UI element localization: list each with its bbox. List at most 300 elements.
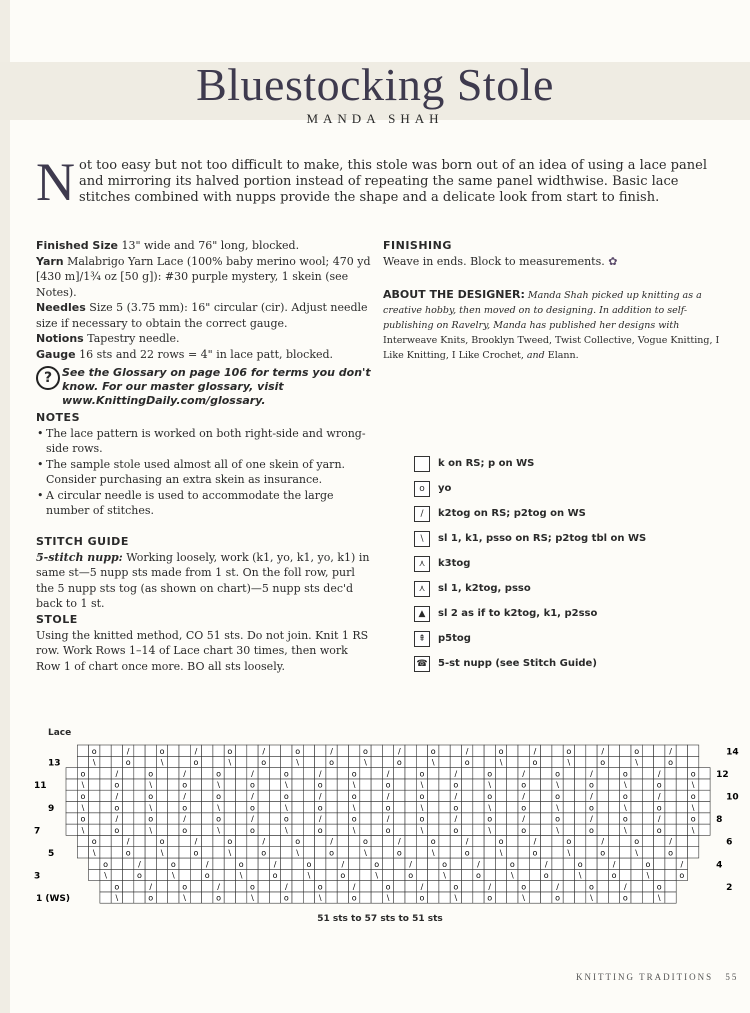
chart-cell — [529, 779, 540, 790]
chart-symbol: / — [420, 882, 424, 892]
chart-cell — [575, 847, 586, 858]
legend-label: sl 2 as if to k2tog, k1, p2sso — [438, 608, 598, 619]
chart-cell — [631, 881, 642, 892]
chart-cell — [303, 892, 314, 903]
chart-symbol: o — [103, 859, 109, 869]
chart-symbol: / — [544, 859, 548, 869]
chart-cell — [428, 813, 439, 824]
chart-cell — [416, 858, 427, 869]
chart-cell — [484, 869, 495, 880]
chart-cell — [213, 756, 224, 767]
chart-cell — [597, 768, 608, 779]
page-number: 55 — [725, 972, 739, 982]
chart-cell — [450, 858, 461, 869]
chart-symbol: \ — [352, 825, 356, 835]
chart-cell — [269, 892, 280, 903]
chart-symbol: o — [148, 769, 154, 779]
chart-symbol: \ — [217, 825, 220, 835]
k3tog-symbol-icon: ⋏ — [414, 556, 430, 572]
chart-cell — [168, 802, 179, 813]
chart-symbol: o — [532, 758, 538, 768]
chart-cell — [642, 847, 653, 858]
chart-cell — [100, 892, 111, 903]
chart-symbol: o — [656, 780, 662, 790]
chart-cell — [111, 835, 122, 846]
chart-symbol: o — [227, 746, 233, 756]
chart-cell — [168, 745, 179, 756]
chart-cell — [428, 802, 439, 813]
chart-cell — [529, 768, 540, 779]
chart-cell — [586, 847, 597, 858]
legend-label: sl 1, k1, psso on RS; p2tog tbl on WS — [438, 533, 647, 544]
chart-cell — [608, 813, 619, 824]
chart-symbol: o — [351, 792, 357, 801]
glossary-note — [36, 366, 371, 408]
chart-symbol: o — [645, 859, 651, 869]
chart-symbol: o — [442, 859, 448, 869]
chart-symbol: / — [680, 859, 684, 869]
chart-cell — [428, 892, 439, 903]
chart-cell — [66, 802, 77, 813]
chart-cell — [665, 881, 676, 892]
chart-cell — [382, 858, 393, 869]
lace-chart — [0, 740, 750, 912]
chart-cell — [315, 745, 326, 756]
chart-symbol: o — [385, 803, 391, 813]
legend-label: 5-st nupp (see Stitch Guide) — [438, 658, 597, 669]
chart-cell — [315, 756, 326, 767]
chart-cell — [326, 813, 337, 824]
chart-cell — [575, 824, 586, 835]
chart-cell — [292, 813, 303, 824]
chart-cell — [597, 824, 608, 835]
chart-symbol: \ — [239, 871, 243, 881]
chart-cell — [123, 802, 134, 813]
chart-symbol: o — [464, 758, 470, 768]
chart-cell — [156, 892, 167, 903]
chart-cell — [224, 892, 235, 903]
chart-symbol: \ — [149, 825, 153, 835]
chart-cell — [620, 858, 631, 869]
chart-symbol: o — [543, 871, 549, 881]
chart-symbol: o — [464, 848, 470, 858]
chart-symbol: o — [159, 746, 165, 756]
chart-cell — [665, 892, 676, 903]
chart-cell — [563, 790, 574, 801]
chart-cell — [529, 824, 540, 835]
chart-cell — [337, 745, 348, 756]
chart-cell — [484, 858, 495, 869]
chart-symbol: / — [251, 769, 254, 779]
chart-symbol: \ — [149, 803, 153, 813]
chart-cell — [462, 779, 473, 790]
chart-cell — [676, 745, 687, 756]
chart-cell — [462, 768, 473, 779]
chart-symbol: o — [182, 882, 188, 892]
chart-cell — [360, 824, 371, 835]
chart-cell — [507, 790, 518, 801]
chart-cell — [156, 813, 167, 824]
chart-cell — [303, 847, 314, 858]
chart-cell — [100, 756, 111, 767]
chart-symbol: / — [657, 769, 661, 779]
chart-cell — [631, 779, 642, 790]
chart-cell — [405, 790, 416, 801]
chart-cell — [405, 779, 416, 790]
chart-cell — [371, 779, 382, 790]
page-footer — [576, 972, 738, 982]
chart-symbol: / — [477, 859, 480, 869]
chart-symbol: o — [374, 859, 380, 869]
chart-cell — [608, 756, 619, 767]
chart-symbol: o — [453, 825, 459, 835]
chart-cell — [202, 881, 213, 892]
chart-cell — [100, 813, 111, 824]
chart-cell — [134, 813, 145, 824]
chart-cell — [202, 847, 213, 858]
chart-cell — [586, 745, 597, 756]
chart-symbol: \ — [691, 825, 695, 835]
chart-cell — [213, 847, 224, 858]
chart-cell — [552, 756, 563, 767]
chart-cell — [439, 756, 450, 767]
chart-symbol: o — [475, 871, 481, 881]
chart-cell — [303, 881, 314, 892]
chart-cell — [258, 881, 269, 892]
chart-cell — [507, 881, 518, 892]
chart-cell — [371, 768, 382, 779]
chart-cell — [371, 835, 382, 846]
chart-cell — [676, 768, 687, 779]
chart-symbol: / — [318, 814, 322, 824]
chart-symbol: o — [487, 893, 493, 903]
chart-cell — [665, 824, 676, 835]
publication-name: KNITTING TRADITIONS — [576, 972, 714, 982]
chart-cell — [168, 824, 179, 835]
chart-cell — [665, 813, 676, 824]
chart-cell — [428, 869, 439, 880]
chart-cell — [428, 790, 439, 801]
chart-symbol: o — [690, 814, 696, 824]
chart-cell — [134, 847, 145, 858]
chart-cell — [642, 824, 653, 835]
chart-title: Lace — [48, 728, 72, 738]
chart-cell — [371, 824, 382, 835]
chart-cell — [608, 824, 619, 835]
chart-symbol: / — [669, 746, 672, 756]
chart-symbol: / — [126, 837, 130, 847]
chart-cell — [337, 802, 348, 813]
chart-cell — [236, 768, 247, 779]
chart-cell — [405, 881, 416, 892]
chart-cell — [473, 768, 484, 779]
chart-symbol: \ — [115, 893, 119, 903]
chart-symbol: o — [317, 780, 323, 790]
chart-symbol: / — [522, 792, 526, 801]
chart-symbol: \ — [92, 848, 96, 858]
chart-cell — [134, 835, 145, 846]
chart-symbol: o — [577, 859, 583, 869]
chart-cell — [269, 847, 280, 858]
chart-symbol: o — [249, 803, 255, 813]
chart-cell — [699, 813, 710, 824]
chart-cell — [168, 779, 179, 790]
chart-cell — [123, 869, 134, 880]
chart-cell — [495, 869, 506, 880]
chart-cell — [416, 835, 427, 846]
intro-text: ot too easy but not too difficult to make, this stole was born out of an idea of using a lace panel and mirroring its halved portion instead of repeating the same panel widthwise. Basic lace stitches combined with nupps provide the shape and a delicate look from start to finish. — [79, 158, 707, 205]
designer-heading: ABOUT THE DESIGNER: — [383, 288, 525, 301]
chart-symbol: o — [249, 882, 255, 892]
chart-symbol: o — [622, 769, 628, 779]
chart-cell — [518, 835, 529, 846]
chart-cell — [439, 881, 450, 892]
chart-symbol: / — [488, 882, 492, 892]
chart-cell — [642, 835, 653, 846]
chart-symbol: o — [555, 814, 561, 824]
chart-cell — [123, 779, 134, 790]
chart-cell — [518, 756, 529, 767]
chart-cell — [484, 745, 495, 756]
chart-cell — [541, 847, 552, 858]
chart-cell — [66, 768, 77, 779]
chart-symbol: o — [362, 837, 368, 847]
chart-cell — [394, 813, 405, 824]
chart-cell — [642, 756, 653, 767]
chart-cell — [236, 892, 247, 903]
chart-symbol: o — [261, 848, 267, 858]
chart-cell — [507, 824, 518, 835]
chart-cell — [269, 881, 280, 892]
chart-symbol: \ — [364, 848, 367, 858]
chart-cell — [394, 790, 405, 801]
chart-cell — [416, 847, 427, 858]
chart-symbol: o — [498, 746, 504, 756]
chart-cell — [405, 756, 416, 767]
chart-symbol: \ — [590, 893, 593, 903]
chart-symbol: \ — [635, 758, 639, 768]
chart-symbol: \ — [284, 825, 288, 835]
chart-cell — [428, 858, 439, 869]
chart-symbol: o — [690, 792, 696, 801]
chart-symbol: \ — [81, 780, 85, 790]
chart-cell — [371, 813, 382, 824]
chart-cell — [337, 813, 348, 824]
notes-item: • A circular needle is used to accommodate the large number of stitches. — [46, 488, 371, 519]
chart-symbol: o — [487, 769, 493, 779]
right-column — [383, 238, 728, 363]
chart-symbol: o — [521, 825, 527, 835]
chart-symbol: / — [251, 792, 254, 801]
chart-symbol: / — [330, 837, 333, 847]
chart-row-label-left: 5 — [48, 849, 55, 859]
chart-symbol: / — [454, 814, 458, 824]
chart-cell — [224, 824, 235, 835]
chart-symbol: \ — [623, 780, 627, 790]
chart-cell — [541, 745, 552, 756]
chart-cell — [529, 790, 540, 801]
chart-cell — [631, 858, 642, 869]
chart-symbol: o — [419, 893, 425, 903]
chart-symbol: \ — [81, 803, 85, 813]
chart-symbol: o — [283, 893, 289, 903]
chart-cell — [145, 756, 156, 767]
chart-cell — [416, 745, 427, 756]
designer-text-b: Interweave Knits, Brooklyn Tweed, Twist Collective, Vogue Knitting, I Like Knitting, I Like Crochet, — [383, 335, 720, 361]
chart-cell — [281, 835, 292, 846]
chart-cell — [654, 756, 665, 767]
chart-cell — [190, 881, 201, 892]
chart-cell — [66, 813, 77, 824]
chart-cell — [631, 768, 642, 779]
chart-symbol: / — [409, 859, 413, 869]
chart-symbol: o — [125, 758, 131, 768]
chart-cell — [371, 892, 382, 903]
chart-cell — [608, 881, 619, 892]
chart-symbol: o — [216, 792, 222, 801]
chart-cell — [676, 824, 687, 835]
chart-symbol: / — [341, 859, 345, 869]
chart-cell — [123, 858, 134, 869]
chart-cell — [563, 892, 574, 903]
chart-cell — [575, 835, 586, 846]
chart-cell — [100, 779, 111, 790]
chart-cell — [303, 756, 314, 767]
chart-cell — [654, 835, 665, 846]
chart-cell — [292, 892, 303, 903]
chart-cell — [281, 745, 292, 756]
ssk-symbol-icon: \ — [414, 531, 430, 547]
size-text: 13" wide and 76" long, blocked. — [121, 239, 300, 252]
chart-cell — [473, 779, 484, 790]
chart-symbol: o — [272, 871, 278, 881]
chart-cell — [213, 858, 224, 869]
chart-cell — [315, 847, 326, 858]
chart-symbol: o — [295, 746, 301, 756]
chart-cell — [608, 802, 619, 813]
chart-cell — [552, 745, 563, 756]
chart-cell — [349, 869, 360, 880]
chart-cell — [575, 802, 586, 813]
chart-symbol: / — [590, 814, 593, 824]
chart-cell — [642, 790, 653, 801]
chart-cell — [89, 768, 100, 779]
chart-cell — [326, 892, 337, 903]
page-title: Bluestocking Stole — [196, 59, 554, 110]
chart-cell — [77, 847, 88, 858]
chart-symbol: o — [170, 859, 176, 869]
chart-cell — [676, 756, 687, 767]
chart-symbol: o — [498, 837, 504, 847]
chart-cell — [371, 847, 382, 858]
chart-cell — [394, 768, 405, 779]
chart-cell — [236, 824, 247, 835]
chart-symbol: \ — [364, 758, 367, 768]
chart-symbol: o — [182, 825, 188, 835]
chart-cell — [416, 869, 427, 880]
chart-symbol: / — [590, 769, 593, 779]
chart-cell — [642, 892, 653, 903]
chart-symbol: o — [295, 837, 301, 847]
chart-cell — [258, 802, 269, 813]
chart-cell — [439, 745, 450, 756]
notes-section — [36, 410, 371, 519]
chart-cell — [360, 813, 371, 824]
chart-cell — [360, 869, 371, 880]
chart-cell — [258, 824, 269, 835]
chart-symbol: o — [193, 848, 199, 858]
chart-cell — [337, 824, 348, 835]
chart-cell — [654, 858, 665, 869]
chart-symbol: o — [148, 893, 154, 903]
chart-cell — [552, 835, 563, 846]
chart-cell — [224, 768, 235, 779]
chart-symbol: \ — [104, 871, 107, 881]
chart-cell — [529, 858, 540, 869]
chart-cell — [77, 745, 88, 756]
author-name: MANDA SHAH — [306, 111, 444, 126]
chart-symbol: / — [115, 814, 119, 824]
chart-cell — [337, 790, 348, 801]
chart-cell — [134, 790, 145, 801]
chart-cell — [631, 813, 642, 824]
chart-cell — [575, 813, 586, 824]
chart-cell — [247, 869, 258, 880]
chart-cell — [394, 892, 405, 903]
chart-cell — [428, 779, 439, 790]
question-icon: ? — [36, 366, 60, 390]
chart-cell — [134, 824, 145, 835]
chart-cell — [439, 813, 450, 824]
chart-cell — [269, 779, 280, 790]
chart-cell — [676, 813, 687, 824]
chart-symbol: / — [205, 859, 209, 869]
chart-cell — [292, 881, 303, 892]
chart-cell — [360, 768, 371, 779]
size-label: Finished Size — [36, 239, 118, 252]
chart-cell — [620, 869, 631, 880]
chart-symbol: o — [329, 758, 335, 768]
chart-symbol: o — [148, 814, 154, 824]
chart-cell — [190, 768, 201, 779]
chart-cell — [439, 802, 450, 813]
chart-cell — [371, 745, 382, 756]
chart-cell — [156, 869, 167, 880]
chart-symbol: o — [555, 893, 561, 903]
chart-cell — [168, 835, 179, 846]
chart-cell — [66, 790, 77, 801]
chart-symbol: / — [533, 837, 537, 847]
chart-cell — [507, 768, 518, 779]
chart-cell — [281, 756, 292, 767]
chart-cell — [518, 847, 529, 858]
chart-symbol: / — [556, 882, 559, 892]
chart-cell — [179, 756, 190, 767]
chart-cell — [360, 779, 371, 790]
chart-cell — [236, 802, 247, 813]
chart-cell — [608, 892, 619, 903]
chart-cell — [168, 847, 179, 858]
chart-cell — [236, 847, 247, 858]
chart-symbol: \ — [318, 893, 322, 903]
chart-symbol: / — [522, 814, 526, 824]
chart-cell — [405, 892, 416, 903]
chart-cell — [529, 813, 540, 824]
chart-cell — [541, 835, 552, 846]
chart-cell — [303, 802, 314, 813]
chart-cell — [123, 768, 134, 779]
chart-cell — [563, 768, 574, 779]
